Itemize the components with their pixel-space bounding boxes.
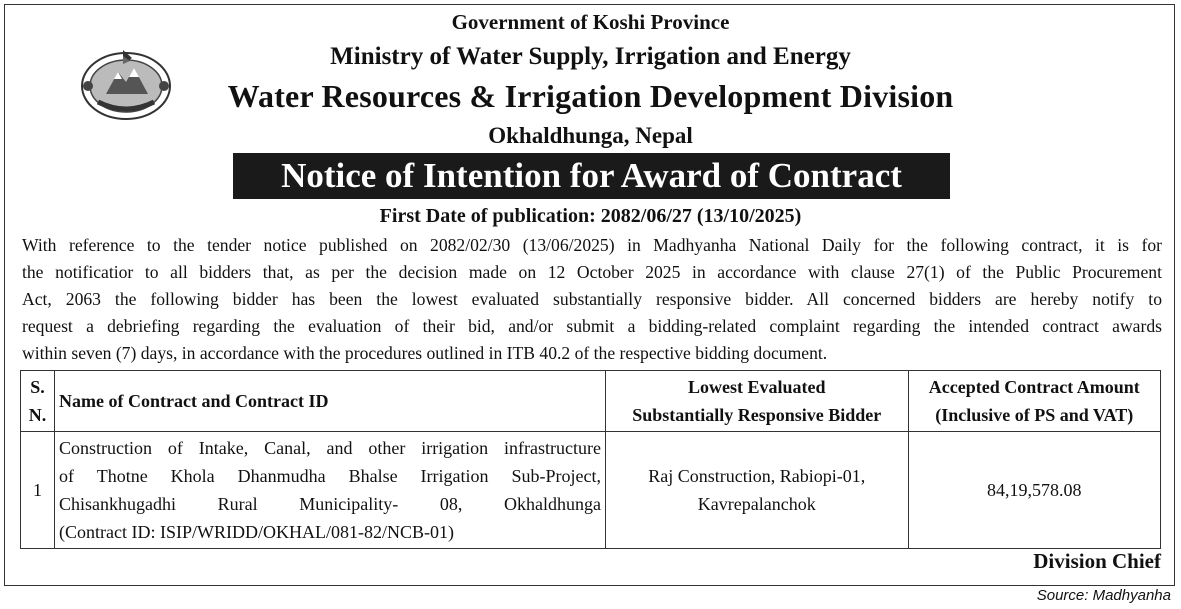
header-contract-name: Name of Contract and Contract ID <box>55 371 606 432</box>
source-credit: Source: Madhyanha <box>1036 587 1171 604</box>
cell-sn: 1 <box>21 432 55 549</box>
header-amount: Accepted Contract Amount (Inclusive of PS and VAT) <box>908 371 1160 432</box>
cell-bidder: Raj Construction, Rabiopi-01, Kavrepalanchok <box>606 432 909 549</box>
body-line: the notificatior to all bidders that, as per the decision made on 12 October 2025 in accordance with clause 27(1) of the Public Procurement <box>22 262 1162 282</box>
notice-title: Notice of Intention for Award of Contract <box>233 153 950 199</box>
header-bidder: Lowest Evaluated Substantially Responsive Bidder <box>606 371 909 432</box>
body-line: within seven (7) days, in accordance with the procedures outlined in ITB 40.2 of the respective bidding document. <box>22 343 828 363</box>
office-location: Okhaldhunga, Nepal <box>488 123 693 148</box>
cell-contract-name: Construction of Intake, Canal, and other irrigation infrastructure of Thotne Khola Dhanmudha Bhalse Irrigation Sub-Project, Chisankhugadhi Rural Municipality- 08, Okhaldhunga (Contract ID: ISIP/WRIDD/OKHAL/081-82/NCB-01) <box>55 432 606 549</box>
notice-body <box>22 232 1162 367</box>
body-line: With reference to the tender notice published on 2082/02/30 (13/06/2025) in Madhyanha National Daily for the following contract, it is for <box>22 235 1162 255</box>
government-name: Government of Koshi Province <box>451 10 730 34</box>
header-sn: S. N. <box>21 371 55 432</box>
ministry-name: Ministry of Water Supply, Irrigation and Energy <box>330 43 851 70</box>
signatory: Division Chief <box>1033 549 1161 573</box>
cell-amount: 84,19,578.08 <box>908 432 1160 549</box>
contract-table <box>20 370 1161 549</box>
table-row <box>21 432 1161 549</box>
body-line: request a debriefing regarding the evaluation of their bid, and/or submit a bidding-related complaint regarding the intended contract awards <box>22 316 1162 336</box>
table-header-row <box>21 371 1161 432</box>
division-name: Water Resources & Irrigation Development Division <box>227 78 954 114</box>
publication-date: First Date of publication: 2082/06/27 (13/10/2025) <box>379 205 802 227</box>
body-line: Act, 2063 the following bidder has been the lowest evaluated substantially responsive bidder. All concerned bidders are hereby notify to <box>22 289 1162 309</box>
